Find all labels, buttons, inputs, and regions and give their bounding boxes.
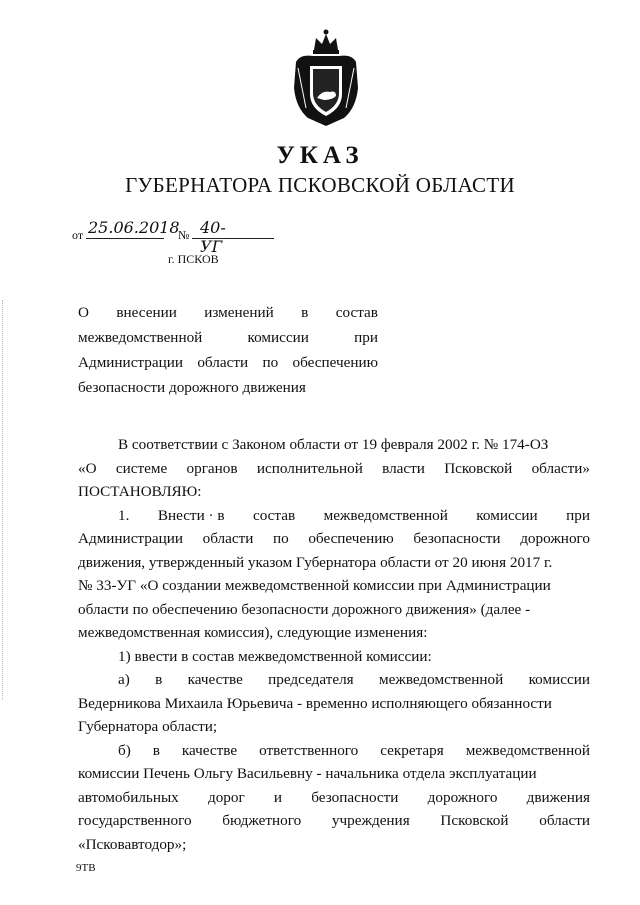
- handwritten-number: 40-УГ: [200, 218, 226, 256]
- document-body: [78, 433, 590, 856]
- body-line: В соответствии с Законом области от 19 февраля 2002 г. № 174-ОЗ: [118, 436, 549, 453]
- subject-line-3: Администрации области по обеспечению: [78, 354, 378, 371]
- body-line: Администрации области по обеспечению безопасности дорожного: [78, 530, 590, 547]
- document-subtitle: ГУБЕРНАТОРА ПСКОВСКОЙ ОБЛАСТИ: [125, 173, 515, 197]
- body-line: Ведерникова Михаила Юрьевича - временно исполняющего обязанности: [78, 694, 552, 712]
- subject-line-2: межведомственной комиссии при: [78, 329, 378, 346]
- document-subject: [78, 300, 378, 400]
- body-line: № 33-УГ «О создании межведомственной комиссии при Администрации: [78, 577, 551, 594]
- body-line: б) в качестве ответственного секретаря межведомственной: [118, 741, 590, 759]
- body-line: 1. Внести · в состав межведомственной комиссии при: [118, 506, 590, 524]
- handwritten-date: 25.06.2018: [88, 218, 180, 237]
- body-line: межведомственная комиссия), следующие изменения:: [78, 624, 428, 641]
- body-line: автомобильных дорог и безопасности дорожного движения: [78, 788, 590, 806]
- body-line: области по обеспечению безопасности дорожного движения» (далее -: [78, 600, 531, 618]
- body-line: комиссии Печень Ольгу Васильевну - начальника отдела эксплуатации: [78, 765, 537, 782]
- body-line: а) в качестве председателя межведомственной комиссии: [118, 671, 590, 688]
- footer-code: 9ТВ: [76, 862, 96, 874]
- date-prefix: от: [72, 228, 84, 242]
- document-title: УКАЗ: [276, 142, 364, 169]
- body-line: государственного бюджетного учреждения Псковской области: [78, 812, 590, 829]
- body-line: Губернатора области;: [78, 718, 218, 735]
- scan-edge-marks: [2, 300, 5, 700]
- coat-of-arms-emblem: [286, 28, 366, 128]
- body-line: «О системе органов исполнительной власти Псковской области»: [78, 459, 590, 477]
- city-label: г. ПСКОВ: [168, 252, 219, 266]
- body-line: движения, утвержденный указом Губернатора области от 20 июня 2017 г.: [78, 553, 553, 571]
- subject-line-1: О внесении изменений в состав: [78, 304, 378, 321]
- body-line: ПОСТАНОВЛЯЮ:: [78, 483, 202, 500]
- subject-line-4: безопасности дорожного движения: [78, 379, 306, 396]
- number-prefix: №: [178, 228, 190, 242]
- body-line: «Псковавтодор»;: [78, 835, 187, 853]
- body-line: 1) ввести в состав межведомственной комиссии:: [118, 647, 432, 665]
